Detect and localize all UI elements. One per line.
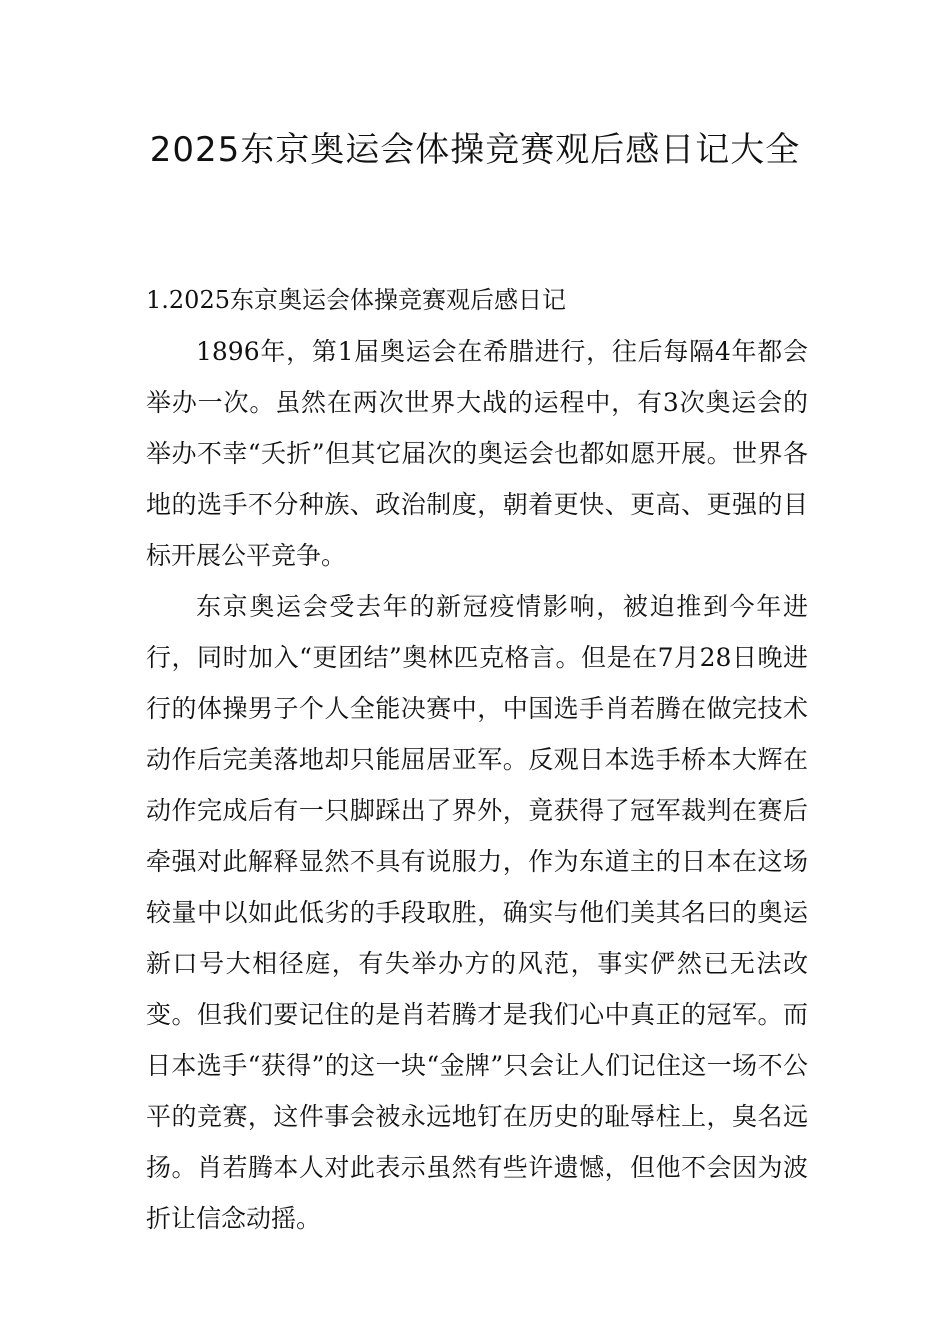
paragraph-2: 东京奥运会受去年的新冠疫情影响，被迫推到今年进行，同时加入“更团结”奥林匹克格言。但是在7月28日晚进行的体操男子个人全能决赛中，中国选手肖若腾在做完技术动作后完美落地却只能屈居亚军。反观日本选手桥本大辉在动作完成后有一只脚踩出了界外，竟获得了冠军裁判在赛后牵强对此解释显然不具有说服力，作为东道主的日本在这场较量中以如此低劣的手段取胜，确实与他们美其名曰的奥运新口号大相径庭，有失举办方的风范，事实俨然已无法改变。但我们要记住的是肖若腾才是我们心中真正的冠军。而日本选手“获得”的这一块“金牌”只会让人们记住这一场不公平的竞赛，这件事会被永远地钉在历史的耻辱柱上，臭名远扬。肖若腾本人对此表示虽然有些许遗憾，但他不会因为波折让信念动摇。 [146, 592, 808, 1233]
document-title: 2025东京奥运会体操竞赛观后感日记大全 [149, 130, 801, 170]
paragraph-1: 1896年，第1届奥运会在希腊进行，往后每隔4年都会举办一次。虽然在两次世界大战的运程中，有3次奥运会的举办不幸“夭折”但其它届次的奥运会也都如愿开展。世界各地的选手不分种族、政治制度，朝着更快、更高、更强的目标开展公平竞争。 [146, 337, 808, 570]
document-body [146, 278, 808, 1244]
section-heading: 1.2025东京奥运会体操竞赛观后感日记 [146, 286, 566, 314]
